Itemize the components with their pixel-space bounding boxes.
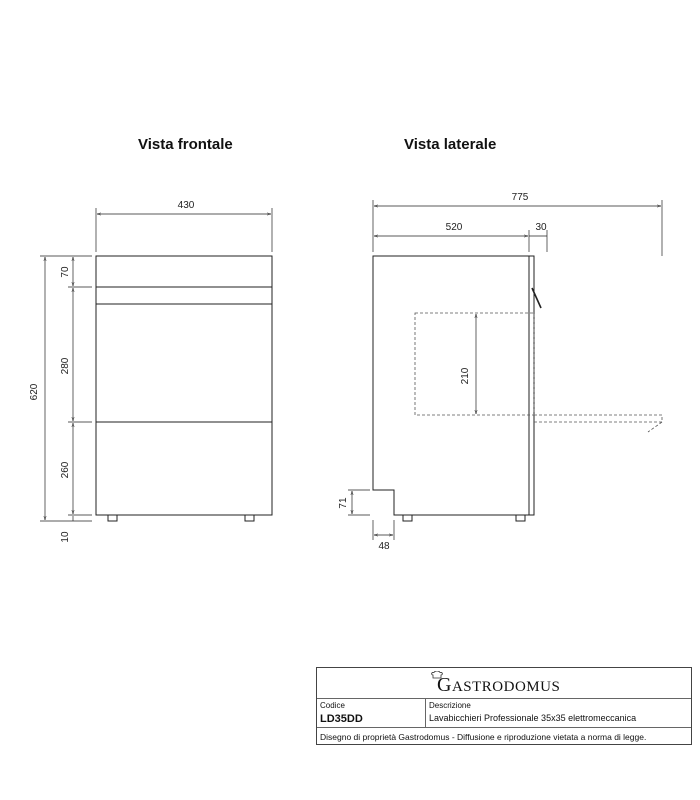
side-body xyxy=(373,256,529,515)
side-body-depth-dimension xyxy=(374,230,547,252)
side-door-panel xyxy=(529,256,534,515)
side-door-handle xyxy=(532,288,541,308)
front-height-label: 620 xyxy=(29,383,40,401)
side-niche-height-label: 71 xyxy=(338,497,349,509)
code-value: LD35DD xyxy=(320,713,363,725)
side-foot-left xyxy=(403,515,412,521)
side-door-depth-label: 30 xyxy=(535,222,547,233)
front-door-label: 280 xyxy=(60,357,71,375)
brand-rest: ASTRODOMUS xyxy=(451,679,561,695)
front-view xyxy=(96,256,272,521)
side-view-title: Vista laterale xyxy=(404,136,497,153)
brand-name xyxy=(437,674,560,697)
front-top-panel-label: 70 xyxy=(60,266,71,278)
front-width-label: 430 xyxy=(177,200,195,211)
front-door xyxy=(96,304,272,422)
front-foot-left xyxy=(108,515,117,521)
side-total-depth-dimension xyxy=(373,200,662,256)
side-door-height-label: 210 xyxy=(460,367,471,385)
front-width-dimension xyxy=(96,208,272,252)
copyright-notice: Disegno di proprietà Gastrodomus - Diffusione e riproduzione vietata a norma di legge. xyxy=(320,732,647,742)
side-body-depth-label: 520 xyxy=(445,222,463,233)
front-door-frame xyxy=(96,287,272,304)
side-open-door-outline xyxy=(415,313,662,432)
description-label: Descrizione xyxy=(429,701,471,710)
brand-logo xyxy=(317,668,691,699)
side-niche-height-dimension xyxy=(348,490,370,515)
description-value: Lavabicchieri Professionale 35x35 elettromeccanica xyxy=(429,713,637,723)
front-body xyxy=(96,256,272,515)
side-niche-depth-label: 48 xyxy=(378,541,390,552)
side-niche-depth-dimension xyxy=(373,520,394,540)
side-total-depth-label: 775 xyxy=(511,192,529,203)
title-block-info-row xyxy=(317,699,691,728)
front-view-title: Vista frontale xyxy=(138,136,233,153)
title-block xyxy=(316,667,692,745)
front-foot-right xyxy=(245,515,254,521)
front-bottom-label: 260 xyxy=(60,461,71,479)
code-cell xyxy=(317,699,426,727)
description-cell xyxy=(426,699,691,727)
front-segment-dimensions xyxy=(68,257,92,521)
side-foot-right xyxy=(516,515,525,521)
front-feet-label: 10 xyxy=(60,531,71,543)
front-height-dimension xyxy=(40,256,92,521)
brand-initial: G xyxy=(437,674,452,696)
side-view xyxy=(373,256,541,521)
code-label: Codice xyxy=(320,701,345,710)
